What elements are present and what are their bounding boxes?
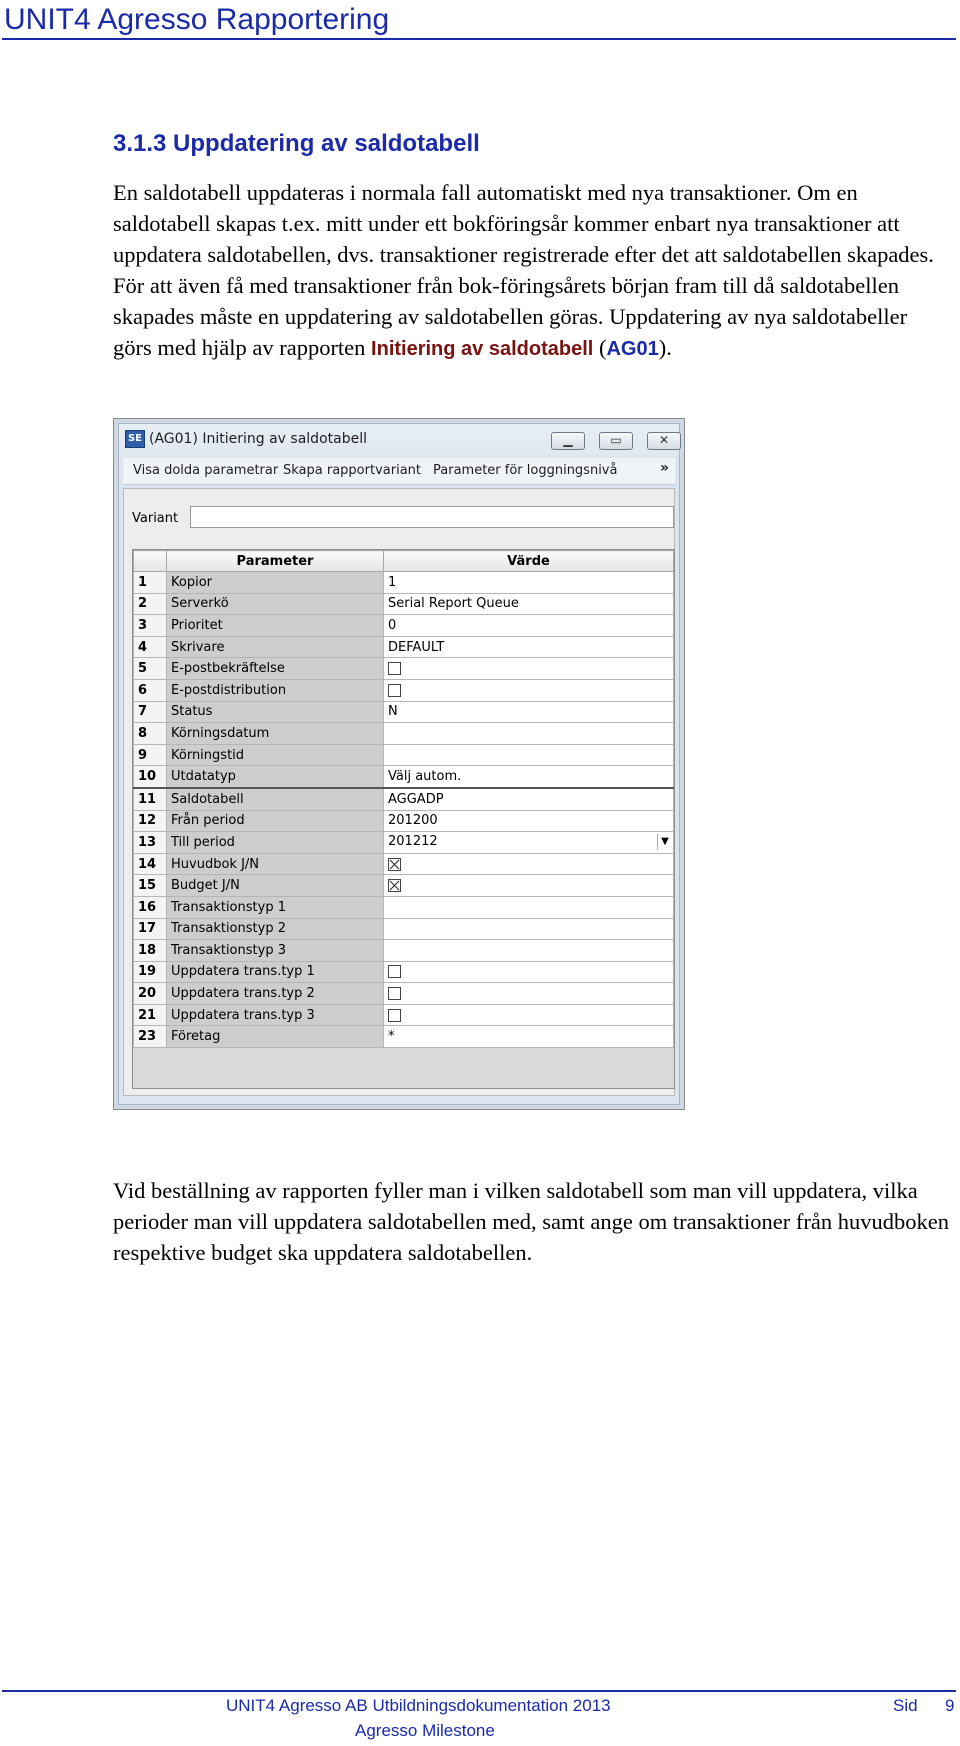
parameter-name: Skrivare [167,636,384,658]
footer-divider [2,1690,956,1692]
parameter-value-text: 1 [388,574,397,590]
parameter-checkbox[interactable] [388,1009,401,1022]
report-dialog-window [113,418,685,1110]
parameter-value[interactable] [384,723,674,745]
parameter-value[interactable] [384,1026,674,1048]
row-number: 3 [134,615,167,637]
parameter-name: Status [167,701,384,723]
parameter-checkbox[interactable] [388,684,401,697]
parameter-name: Uppdatera trans.typ 3 [167,1004,384,1026]
row-number: 5 [134,658,167,680]
menu-overflow-icon[interactable]: » [659,460,669,476]
parameter-value[interactable] [384,679,674,701]
table-row[interactable] [134,810,674,832]
table-row[interactable] [134,572,674,594]
row-number: 4 [134,636,167,658]
minimize-icon: ▁ [563,433,573,447]
table-row[interactable] [134,918,674,940]
row-number: 19 [134,961,167,983]
parameter-value-text: AGGADP [388,791,444,807]
table-row[interactable] [134,853,674,875]
parameter-value-text: N [388,704,398,720]
parameter-value[interactable] [384,853,674,875]
parameter-value[interactable] [384,636,674,658]
intro-text: En saldotabell uppdateras i normala fall automatiskt med nya transaktioner. Om en saldotabell skapas t.ex. mitt under ett bokföringsår kommer enbart nya transaktioner att uppdatera saldotabellen, dvs. transaktioner registrerade efter det att saldotabellen skapades. För att även få med transaktioner från bok-föringsårets början fram till då saldotabellen skapades måste en uppdatering av saldotabellen göras. Uppdatering av nya saldotabeller görs med hjälp av rapporten [113,180,934,360]
row-number: 10 [134,766,167,788]
parameter-value[interactable] [384,832,674,854]
variant-label: Variant [132,511,179,526]
parameter-name: Transaktionstyp 2 [167,918,384,940]
parameter-value-text: 201200 [388,813,438,829]
row-number: 15 [134,875,167,897]
table-row[interactable] [134,896,674,918]
footer-doc-title: UNIT4 Agresso AB Utbildningsdokumentation 2013 [226,1696,611,1715]
row-number: 12 [134,810,167,832]
menu-log-level-param[interactable]: Parameter för loggningsnivå [433,463,618,478]
parameter-value-text: 201212 [388,834,438,850]
section-heading: 3.1.3 Uppdatering av saldotabell [113,130,480,157]
table-row[interactable] [134,788,674,810]
maximize-icon: ▭ [610,433,622,447]
dropdown-arrow-icon[interactable]: ▼ [657,834,672,850]
table-row[interactable] [134,983,674,1005]
dialog-title: (AG01) Initiering av saldotabell [149,431,367,447]
row-number: 14 [134,853,167,875]
parameter-value[interactable] [384,875,674,897]
footer-page-label: Sid [893,1696,918,1715]
parameter-value[interactable] [384,593,674,615]
parameter-value[interactable] [384,940,674,962]
parameter-name: Saldotabell [167,788,384,810]
parameter-value[interactable] [384,896,674,918]
parameter-value[interactable] [384,810,674,832]
table-row[interactable] [134,1026,674,1048]
parameter-checkbox[interactable] [388,858,401,871]
table-row[interactable] [134,940,674,962]
column-header-value[interactable]: Värde [384,551,674,572]
parameter-name: Företag [167,1026,384,1048]
parameter-value[interactable] [384,983,674,1005]
row-number: 16 [134,896,167,918]
table-row[interactable] [134,961,674,983]
report-name-link[interactable]: Initiering av saldotabell [371,338,594,360]
app-icon: SE [125,430,145,448]
menu-show-hidden-params[interactable]: Visa dolda parametrar [133,463,279,478]
row-number: 13 [134,832,167,854]
table-row[interactable] [134,875,674,897]
parameter-value[interactable] [384,701,674,723]
table-row[interactable] [134,832,674,854]
footer-page-number: 9 [945,1696,955,1715]
parameter-checkbox[interactable] [388,965,401,978]
row-number: 8 [134,723,167,745]
dialog-frame [118,423,680,1105]
parameter-value[interactable] [384,658,674,680]
parameter-name: Uppdatera trans.typ 1 [167,961,384,983]
parameter-name: Körningstid [167,744,384,766]
close-icon: ✕ [658,433,670,447]
header-divider [2,38,956,40]
parameter-name: Prioritet [167,615,384,637]
parameter-value-text: * [388,1029,395,1045]
parameter-value[interactable] [384,766,674,788]
parameter-name: Budget J/N [167,875,384,897]
row-number: 2 [134,593,167,615]
table-row[interactable] [134,679,674,701]
table-row[interactable] [134,723,674,745]
parameter-value-text: Serial Report Queue [388,596,519,612]
parameter-value[interactable] [384,961,674,983]
row-number: 11 [134,788,167,810]
parameter-value[interactable] [384,615,674,637]
parameter-name: Huvudbok J/N [167,853,384,875]
table-row[interactable] [134,744,674,766]
parameter-name: Till period [167,832,384,854]
parameter-name: Serverkö [167,593,384,615]
open-paren: ( [593,335,607,360]
close-button[interactable] [647,432,681,450]
parameter-name: E-postbekräftelse [167,658,384,680]
parameter-value[interactable] [384,572,674,594]
parameter-value[interactable] [384,918,674,940]
parameter-name: Från period [167,810,384,832]
table-row[interactable] [134,636,674,658]
row-number: 9 [134,744,167,766]
row-number: 23 [134,1026,167,1048]
row-number: 17 [134,918,167,940]
report-code-link[interactable]: AG01 [606,338,659,360]
parameter-checkbox[interactable] [388,987,401,1000]
parameter-rows [134,572,674,1048]
variant-input[interactable] [190,506,674,528]
dialog-titlebar[interactable] [119,424,679,456]
row-number: 1 [134,572,167,594]
intro-paragraph [113,177,951,365]
row-number: 18 [134,940,167,962]
table-row[interactable] [134,593,674,615]
menu-create-variant[interactable]: Skapa rapportvariant [283,463,421,478]
footer-product: Agresso Milestone [355,1721,495,1740]
parameter-value-text: Välj autom. [388,769,462,785]
parameter-value-text: 0 [388,617,397,633]
row-number: 7 [134,701,167,723]
parameter-name: Körningsdatum [167,723,384,745]
maximize-button[interactable] [599,432,633,450]
parameter-name: Uppdatera trans.typ 2 [167,983,384,1005]
table-row[interactable] [134,615,674,637]
parameter-value[interactable] [384,744,674,766]
row-number: 21 [134,1004,167,1026]
parameter-table [133,550,674,1048]
table-row[interactable] [134,1004,674,1026]
parameter-name: Kopior [167,572,384,594]
close-text: ). [658,335,672,360]
table-row[interactable] [134,701,674,723]
parameter-checkbox[interactable] [388,662,401,675]
parameter-name: Utdatatyp [167,766,384,788]
column-header-parameter[interactable]: Parameter [167,551,384,572]
closing-paragraph: Vid beställning av rapporten fyller man i vilken saldotabell som man vill uppdatera, vilka perioder man vill uppdatera saldotabellen med, samt ange om transaktioner från huvudboken respektive budget ska uppdatera saldotabellen. [113,1178,949,1265]
parameter-name: Transaktionstyp 1 [167,896,384,918]
row-number: 20 [134,983,167,1005]
parameter-value[interactable] [384,1004,674,1026]
row-number: 6 [134,679,167,701]
corner-header [134,551,167,572]
table-row[interactable] [134,658,674,680]
dialog-menubar [123,458,675,485]
parameter-value[interactable] [384,788,674,810]
page-header-title: UNIT4 Agresso Rapportering [4,3,390,36]
parameter-value-text: DEFAULT [388,639,445,655]
parameter-checkbox[interactable] [388,879,401,892]
parameter-panel [123,488,675,1096]
table-row[interactable] [134,766,674,788]
minimize-button[interactable] [551,432,585,450]
parameter-name: Transaktionstyp 3 [167,940,384,962]
parameter-grid [132,549,675,1089]
parameter-name: E-postdistribution [167,679,384,701]
